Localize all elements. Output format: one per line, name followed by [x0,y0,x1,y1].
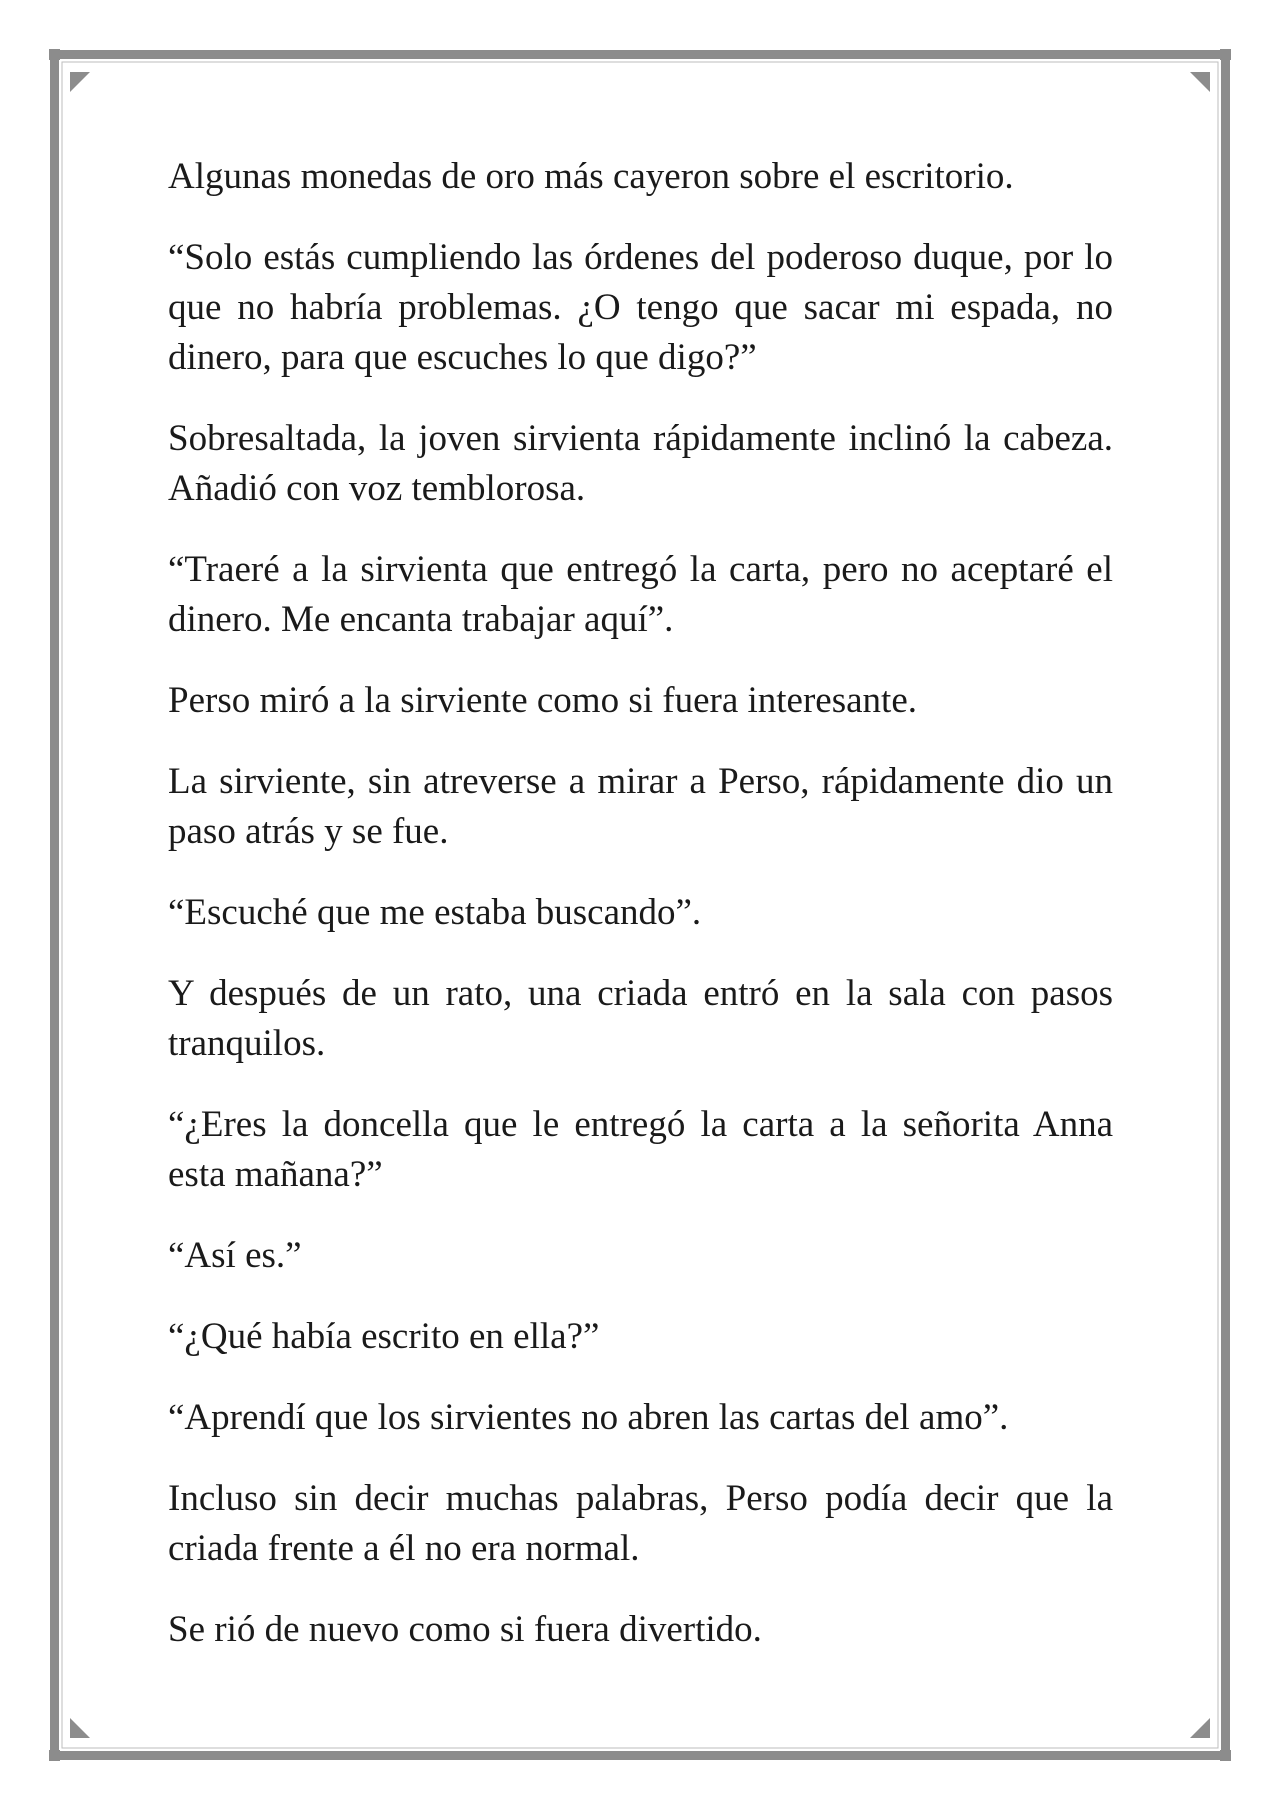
paragraph: “¿Qué había escrito en ella?” [168,1316,600,1357]
paragraph: “Escuché que me estaba buscando”. [168,892,702,933]
page-text [168,152,1113,1686]
paragraph: Algunas monedas de oro más cayeron sobre el escritorio. [168,156,1014,197]
paragraph: “Solo estás cumpliendo las órdenes del poderoso duque, por lo que no habría problemas. ¿O tengo que sacar mi espada, no dinero, para que escuches lo que digo?” [168,237,1113,378]
paragraph: “Traeré a la sirvienta que entregó la carta, pero no aceptaré el dinero. Me encanta trabajar aquí”. [168,549,1113,640]
paragraph: “Aprendí que los sirvientes no abren las cartas del amo”. [168,1397,1009,1438]
paragraph: Sobresaltada, la joven sirvienta rápidamente inclinó la cabeza. Añadió con voz temblorosa. [168,418,1113,509]
paragraph: Perso miró a la sirviente como si fuera interesante. [168,680,917,721]
paragraph: Y después de un rato, una criada entró en la sala con pasos tranquilos. [168,973,1113,1064]
paragraph: La sirviente, sin atreverse a mirar a Perso, rápidamente dio un paso atrás y se fue. [168,761,1113,852]
paragraph: “Así es.” [168,1235,302,1276]
paragraph: Incluso sin decir muchas palabras, Perso podía decir que la criada frente a él no era normal. [168,1478,1113,1569]
paragraph: “¿Eres la doncella que le entregó la carta a la señorita Anna esta mañana?” [168,1104,1113,1195]
paragraph: Se rió de nuevo como si fuera divertido. [168,1609,762,1650]
